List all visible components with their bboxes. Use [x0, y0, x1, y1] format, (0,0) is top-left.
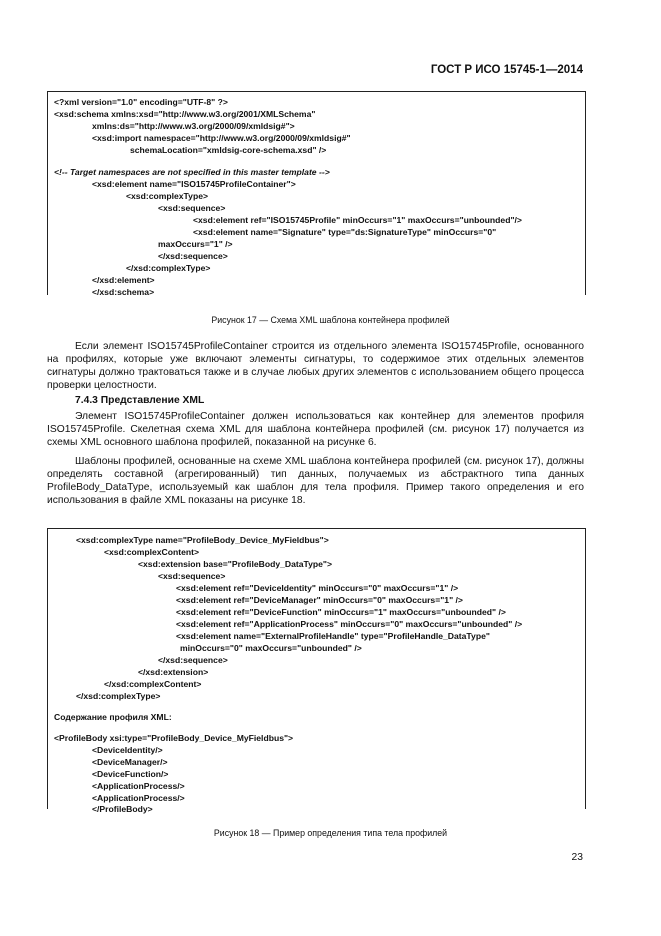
code-line: <ApplicationProcess/> — [92, 793, 185, 803]
code-line: </xsd:sequence> — [158, 655, 228, 665]
code-line: <DeviceIdentity/> — [92, 745, 163, 755]
code-line: </xsd:sequence> — [158, 251, 228, 261]
page-number: 23 — [571, 852, 583, 863]
paragraph-container-signature: Если элемент ISO15745ProfileContainer строится из отдельного элемента ISO15745Profile, основанного на профилях, которые уже включают элементы сигнатуры, то содержимое этих отдельных элементов сигнатуры должно трактоваться также и в случае любых других элементов с использованием общего процесса проверки целостности. — [47, 341, 584, 391]
code-line: <xsd:element name="Signature" type="ds:SignatureType" minOccurs="0" — [193, 227, 497, 237]
code-line: <ProfileBody xsi:type="ProfileBody_Device_MyFieldbus"> — [54, 733, 294, 743]
code-line: </xsd:element> — [92, 275, 155, 285]
code-line: <xsd:complexType name="ProfileBody_Device_MyFieldbus"> — [76, 535, 329, 545]
code-line: <xsd:element name="ISO15745ProfileContainer"> — [92, 179, 296, 189]
code-line: minOccurs="0" maxOccurs="unbounded" /> — [180, 643, 362, 653]
code-line: <xsd:schema xmlns:xsd="http://www.w3.org/2001/XMLSchema" — [54, 109, 316, 119]
code-line: <DeviceManager/> — [92, 757, 168, 767]
figure-17-code-box — [47, 91, 586, 295]
code-line: xmlns:ds="http://www.w3.org/2000/09/xmldsig#"> — [92, 121, 295, 131]
code-line: <xsd:element ref="DeviceFunction" minOccurs="1" maxOccurs="unbounded" /> — [176, 607, 506, 617]
section-heading: 7.4.3 Представление XML — [75, 395, 205, 406]
code-line: </xsd:complexContent> — [104, 679, 202, 689]
code-line: <xsd:sequence> — [158, 203, 226, 213]
figure-17-caption: Рисунок 17 — Схема XML шаблона контейнера профилей — [211, 315, 450, 325]
code-line: </ProfileBody> — [92, 804, 153, 814]
code-line: <xsd:complexContent> — [104, 547, 200, 557]
code-line: </xsd:schema> — [92, 287, 155, 297]
code-line: schemaLocation="xmldsig-core-schema.xsd" /> — [130, 145, 327, 155]
code-line: <xsd:extension base="ProfileBody_DataType"> — [138, 559, 333, 569]
code-line: <xsd:element ref="DeviceManager" minOccurs="0" maxOccurs="1" /> — [176, 595, 463, 605]
document-header: ГОСТ Р ИСО 15745-1—2014 — [430, 64, 583, 76]
code-line: <DeviceFunction/> — [92, 769, 169, 779]
code-line: <xsd:sequence> — [158, 571, 226, 581]
code-line: <ApplicationProcess/> — [92, 781, 185, 791]
code-line: </xsd:complexType> — [76, 691, 161, 701]
code-line: <xsd:element name="ExternalProfileHandle" type="ProfileHandle_DataType" — [176, 631, 490, 641]
code-line: <?xml version="1.0" encoding="UTF-8" ?> — [54, 97, 228, 107]
code-line: </xsd:extension> — [138, 667, 209, 677]
code-line: <xsd:import namespace="http://www.w3.org/2000/09/xmldsig#" — [92, 133, 351, 143]
paragraph-profile-templates: Шаблоны профилей, основанные на схеме XML шаблона контейнера профилей (см. рисунок 17), должны определять составной (агрегированный) тип данных, получаемых из абстрактного типа данных ProfileBody_DataType, используемый как шаблон для тела профиля. Пример такого определения и его использования в файле XML показаны на рисунке 18. — [47, 456, 584, 506]
code-line: </xsd:complexType> — [126, 263, 211, 273]
code-line: <xsd:element ref="DeviceIdentity" minOccurs="0" maxOccurs="1" /> — [176, 583, 459, 593]
code-line: <xsd:complexType> — [126, 191, 208, 201]
paragraph-xml-representation: Элемент ISO15745ProfileContainer должен использоваться как контейнер для элементов профиля ISO15745Profile. Скелетная схема XML для шаблона контейнера профилей (см. рисунок 17) получается из схемы XML основного шаблона профилей, показанной на рисунке 6. — [47, 411, 584, 448]
code-comment: <!-- Target namespaces are not specified in this master template --> — [54, 167, 330, 177]
figure-18-caption: Рисунок 18 — Пример определения типа тела профилей — [213, 828, 448, 838]
code-subheading: Содержание профиля XML: — [54, 712, 172, 722]
code-line: <xsd:element ref="ISO15745Profile" minOccurs="1" maxOccurs="unbounded"/> — [193, 215, 522, 225]
figure-18-code-box — [47, 528, 586, 814]
code-line: <xsd:element ref="ApplicationProcess" minOccurs="0" maxOccurs="unbounded" /> — [176, 619, 523, 629]
code-line: maxOccurs="1" /> — [158, 239, 233, 249]
